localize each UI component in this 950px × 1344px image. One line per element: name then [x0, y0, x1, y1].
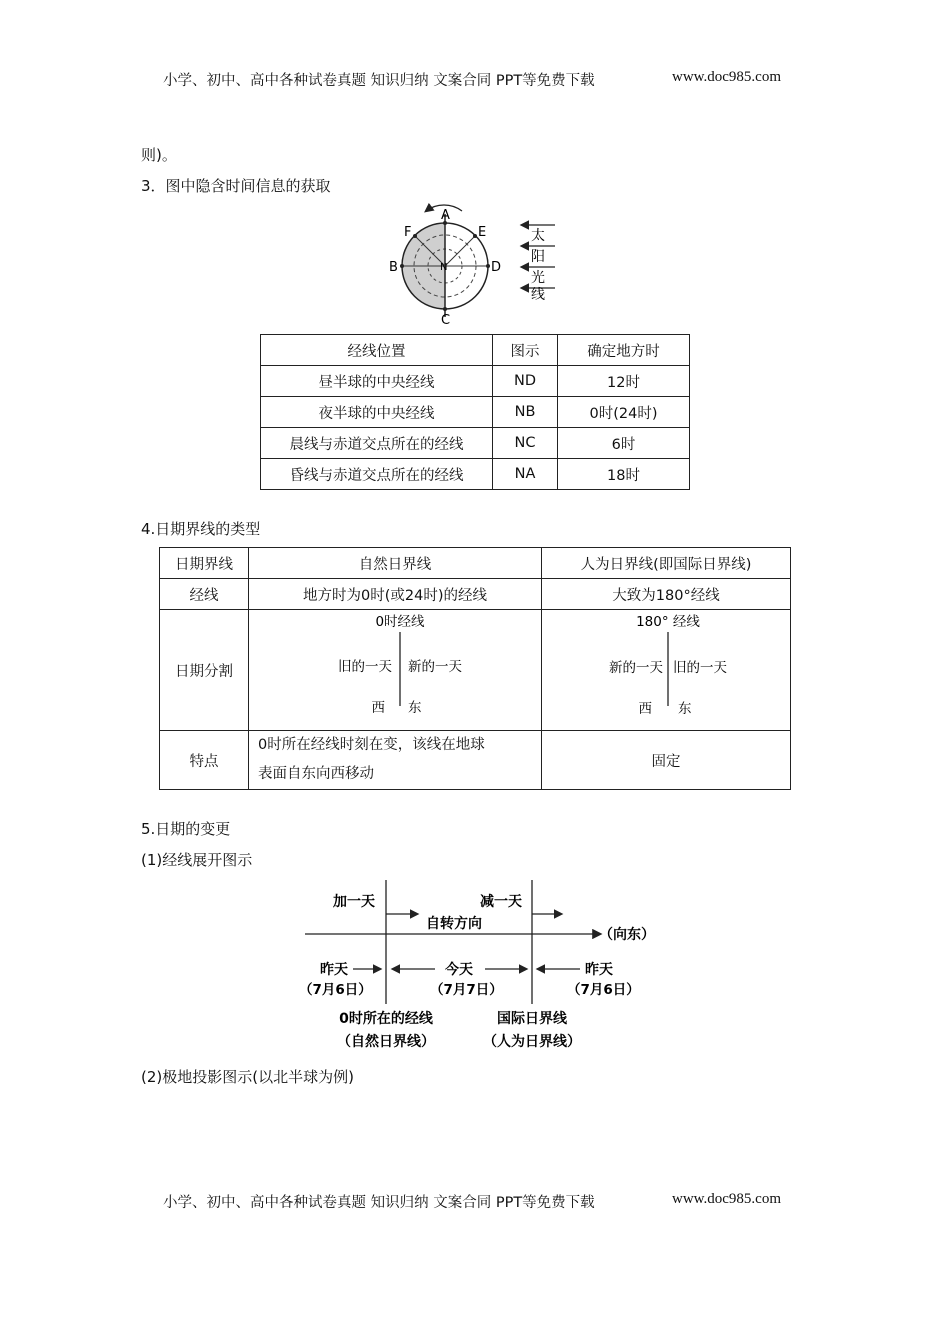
section-5-sub-2: (2)极地投影图示(以北半球为例)	[141, 1068, 354, 1086]
table-header: 图示	[493, 335, 558, 366]
feature-line-2: 表面自东向西移动	[258, 766, 374, 782]
table-cell: 经线	[160, 579, 249, 610]
meridian-ne	[445, 236, 475, 266]
yesterday-right-label: 昨天	[585, 962, 613, 978]
sunlight-char-1: 太	[531, 228, 545, 244]
intro-tail: 则)。	[141, 146, 177, 164]
table-cell: 昼半球的中央经线	[261, 366, 493, 397]
table-header: 自然日界线	[249, 548, 542, 579]
day-night-polar-figure	[380, 200, 580, 328]
table-cell: 晨线与赤道交点所在的经线	[261, 428, 493, 459]
table-cell: 18时	[558, 459, 690, 490]
rotation-label: 自转方向	[426, 916, 482, 932]
label-e: E	[478, 225, 487, 240]
header-url[interactable]: www.doc985.com	[672, 69, 782, 85]
table-cell: 夜半球的中央经线	[261, 397, 493, 428]
division-right-label: 旧的一天	[673, 660, 727, 676]
east-direction-label: （向东）	[599, 927, 655, 943]
table-cell: 0时(24时)	[558, 397, 690, 428]
east-label: 东	[408, 700, 422, 716]
meridian-unfold-diagram	[295, 876, 665, 1056]
label-n: N	[440, 262, 448, 273]
date-mid-label: （7月7日）	[430, 982, 503, 998]
artificial-date-division-diagram	[542, 610, 790, 726]
table-cell	[249, 610, 542, 731]
natural-date-division-diagram	[249, 610, 541, 726]
table-header-row	[261, 335, 690, 366]
table-cell: 日期分割	[160, 610, 249, 731]
international-line-caption-1: 国际日界线	[497, 1011, 567, 1027]
division-left-label: 旧的一天	[338, 659, 392, 675]
date-line-table	[159, 547, 791, 790]
division-right-label: 新的一天	[408, 659, 462, 675]
table-cell: 6时	[558, 428, 690, 459]
table-header-row	[160, 548, 791, 579]
label-b: B	[389, 260, 398, 275]
label-c: C	[441, 313, 451, 328]
division-line-label: 0时经线	[375, 614, 425, 630]
header-text: 小学、初中、高中各种试卷真题 知识归纳 文案合同 PPT等免费下载	[163, 73, 595, 89]
sunlight-char-2: 阳	[531, 249, 545, 265]
section-5-title: 5.日期的变更	[141, 820, 231, 838]
label-f: F	[404, 225, 412, 240]
sunlight-char-3: 光	[531, 270, 545, 286]
table-cell: 昏线与赤道交点所在的经线	[261, 459, 493, 490]
table-row	[160, 610, 791, 731]
table-header: 确定地方时	[558, 335, 690, 366]
table-cell: 地方时为0时(或24时)的经线	[249, 579, 542, 610]
table-row	[261, 428, 690, 459]
table-cell	[249, 731, 542, 790]
west-label: 西	[638, 701, 652, 717]
international-line-caption-2: （人为日界线）	[483, 1034, 581, 1050]
table-row	[261, 366, 690, 397]
today-label: 今天	[445, 962, 473, 978]
table-cell	[542, 610, 791, 731]
date-right-label: （7月6日）	[567, 982, 640, 998]
sub-day-label: 减一天	[480, 894, 522, 910]
table-header: 人为日界线(即国际日界线)	[542, 548, 791, 579]
footer-text: 小学、初中、高中各种试卷真题 知识归纳 文案合同 PPT等免费下载	[163, 1195, 595, 1211]
natural-line-caption-2: （自然日界线）	[337, 1034, 435, 1050]
footer-url[interactable]: www.doc985.com	[672, 1191, 782, 1207]
table-header: 日期界线	[160, 548, 249, 579]
table-cell: 大致为180°经线	[542, 579, 791, 610]
label-d: D	[491, 260, 502, 275]
table-cell: ND	[493, 366, 558, 397]
section-3-title: 3．图中隐含时间信息的获取	[141, 177, 331, 195]
west-label: 西	[371, 700, 385, 716]
table-cell: NB	[493, 397, 558, 428]
table-row	[160, 731, 791, 790]
natural-line-caption-1: 0时所在的经线	[339, 1011, 433, 1027]
sunlight-char-4: 线	[531, 287, 545, 303]
division-left-label: 新的一天	[609, 660, 663, 676]
table-cell: 特点	[160, 731, 249, 790]
yesterday-left-label: 昨天	[320, 962, 348, 978]
local-time-table	[260, 334, 690, 490]
label-a: A	[441, 208, 450, 223]
division-line-label: 180° 经线	[636, 614, 700, 630]
date-left-label: （7月6日）	[299, 982, 372, 998]
add-day-label: 加一天	[333, 894, 375, 910]
table-row	[261, 397, 690, 428]
table-header: 经线位置	[261, 335, 493, 366]
table-cell: NA	[493, 459, 558, 490]
table-row	[160, 579, 791, 610]
table-cell: 固定	[542, 731, 791, 790]
feature-line-1: 0时所在经线时刻在变，该线在地球	[258, 737, 485, 753]
section-4-title: 4.日期界线的类型	[141, 520, 261, 538]
east-label: 东	[678, 701, 692, 717]
table-cell: NC	[493, 428, 558, 459]
table-cell: 12时	[558, 366, 690, 397]
section-5-sub-1: (1)经线展开图示	[141, 851, 253, 869]
table-row	[261, 459, 690, 490]
